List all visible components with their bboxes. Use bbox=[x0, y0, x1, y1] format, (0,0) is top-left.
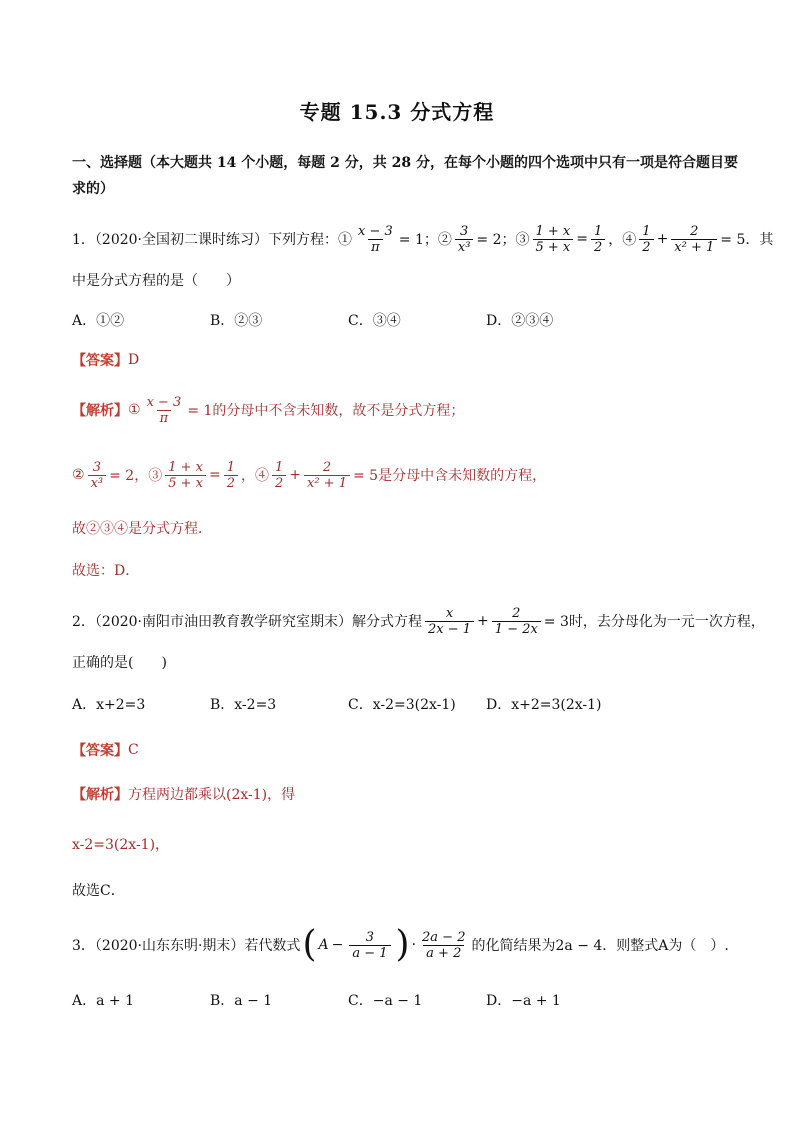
q1-analysis-text: ，④ bbox=[240, 468, 269, 484]
q2-prefix: 2．（2020·南阳市油田教育教学研究室期末）解分式方程 bbox=[72, 614, 422, 630]
q2-answer bbox=[72, 740, 139, 760]
q1-analysis-fraction: $\frac{1}{2}$ bbox=[224, 460, 238, 491]
analysis-tag: 【解析】 bbox=[72, 403, 128, 419]
q3-fraction-2: $\frac{2a - 2}{a + 2}$ bbox=[422, 929, 466, 961]
q2-option-c[interactable]: C．x-2=3(2x-1) bbox=[348, 697, 456, 713]
q2-option-d[interactable]: D．x+2=3(2x-1) bbox=[486, 697, 602, 713]
q1-fraction-1: $\frac{x - 3}{\pi}$ bbox=[358, 223, 393, 255]
q1-analysis-line2 bbox=[72, 458, 546, 492]
section-heading-line2: 求的） bbox=[72, 181, 114, 197]
analysis-tag: 【解析】 bbox=[72, 787, 128, 803]
q1-fraction-5: $\frac{1}{2}$ bbox=[639, 224, 653, 255]
q3-option-c[interactable]: C．−a − 1 bbox=[348, 993, 423, 1009]
q1-analysis-text: = 2，③ bbox=[109, 468, 163, 484]
page-title: 专题 15.3 分式方程 bbox=[299, 100, 495, 124]
q1-analysis-fraction: $\frac{x - 3}{\pi}$ bbox=[146, 394, 182, 426]
q1-analysis-fraction: $\frac{2}{\text{x² + 1}}$ bbox=[304, 460, 350, 491]
q2-fraction-1: $\frac{x}{2x - 1}$ bbox=[425, 606, 474, 637]
question-1-options bbox=[72, 310, 722, 330]
q2-analysis-line2 bbox=[72, 834, 169, 854]
q3-text: 的化简结果为2a − 4．则整式A为（ ）. bbox=[471, 938, 729, 954]
q2-text: + bbox=[477, 613, 489, 629]
question-3-stem bbox=[72, 922, 729, 968]
q1-analysis-fraction: $\frac{1}{2}$ bbox=[272, 460, 286, 491]
q2-text: = 3时，去分母化为一元一次方程， bbox=[543, 614, 765, 630]
q3-option-b[interactable]: B．a − 1 bbox=[210, 993, 273, 1009]
q1-option-d[interactable]: D．②③④ bbox=[486, 313, 554, 329]
q3-text: · bbox=[411, 937, 417, 953]
section-heading-cont bbox=[72, 178, 114, 198]
q2-option-a[interactable]: A．x+2=3 bbox=[72, 697, 146, 713]
q1-text: = 5．其 bbox=[720, 232, 774, 248]
q1-line2: 中是分式方程的是（ ） bbox=[72, 273, 240, 289]
q3-option-a[interactable]: A．a + 1 bbox=[72, 993, 134, 1009]
q1-option-b[interactable]: B．②③ bbox=[210, 313, 263, 329]
q1-fraction-4: $\frac{1}{2}$ bbox=[591, 224, 605, 255]
q1-analysis-text: ② bbox=[72, 467, 85, 483]
q2-analysis-line3 bbox=[72, 880, 125, 900]
question-2-options bbox=[72, 694, 722, 714]
q3-paren: ( bbox=[302, 924, 317, 965]
q2-analysis-text: 故选C． bbox=[72, 883, 125, 899]
q1-analysis-text: = 5是分母中含未知数的方程， bbox=[352, 468, 547, 484]
q1-analysis-fraction: $\frac{1 + x}{5 + x}$ bbox=[165, 460, 206, 491]
question-3-options bbox=[72, 990, 722, 1010]
q1-prefix: 1．（2020·全国初二课时练习）下列方程：① bbox=[72, 232, 352, 248]
q1-analysis-line1 bbox=[72, 394, 464, 426]
q3-text: A bbox=[318, 937, 329, 953]
q1-analysis-text: 故选：D． bbox=[72, 563, 140, 579]
q2-fraction-2: $\frac{2}{1 - 2x}$ bbox=[492, 606, 541, 637]
q1-analysis-text: 故②③④是分式方程． bbox=[72, 521, 212, 537]
q1-analysis-text: = bbox=[208, 467, 221, 483]
q1-analysis-line4 bbox=[72, 560, 139, 580]
q2-answer-value: C bbox=[128, 742, 139, 758]
q1-answer-value: D bbox=[128, 352, 140, 368]
q3-prefix: 3．（2020·山东东明·期末）若代数式 bbox=[72, 938, 301, 954]
q1-text: + bbox=[656, 231, 669, 247]
q1-fraction-3: $\frac{1 + x}{5 + x}$ bbox=[533, 224, 574, 255]
answer-tag: 【答案】 bbox=[72, 743, 128, 759]
q1-option-c[interactable]: C．③④ bbox=[348, 313, 401, 329]
q3-paren: ) bbox=[395, 924, 410, 965]
q1-fraction-6: $\frac{2}{\text{x² + 1}}$ bbox=[671, 224, 717, 255]
question-1-stem-line2 bbox=[72, 270, 240, 290]
answer-tag: 【答案】 bbox=[72, 353, 128, 369]
question-2-stem-line2 bbox=[72, 652, 167, 672]
q3-option-d[interactable]: D．−a + 1 bbox=[486, 993, 561, 1009]
q1-analysis-text: ① bbox=[128, 402, 141, 418]
question-2-stem bbox=[72, 604, 765, 638]
q1-analysis-text: + bbox=[289, 467, 301, 483]
q1-fraction-2: $\frac{3}{\text{x³}}$ bbox=[455, 224, 474, 255]
q3-fraction-1: $\frac{3}{a - 1}$ bbox=[349, 930, 390, 961]
q1-text: = bbox=[576, 231, 588, 247]
q2-line2: 正确的是( ) bbox=[72, 655, 167, 671]
q2-analysis-line1 bbox=[72, 784, 295, 804]
q1-analysis-line3 bbox=[72, 518, 212, 538]
q1-text: = 2；③ bbox=[476, 232, 530, 248]
q3-text: − bbox=[331, 937, 344, 953]
q1-analysis-fraction: $\frac{3}{\text{x³}}$ bbox=[88, 460, 107, 491]
question-1-stem bbox=[72, 224, 773, 254]
q1-analysis-text: = 1的分母中不含未知数，故不是分式方程； bbox=[187, 403, 465, 419]
q1-option-a[interactable]: A．①② bbox=[72, 313, 125, 329]
section-heading bbox=[72, 152, 738, 172]
q2-analysis-text: 方程两边都乘以(2x-1)，得 bbox=[128, 787, 296, 803]
q1-text: = 1；② bbox=[398, 232, 452, 248]
q2-analysis-text: x-2=3(2x-1)， bbox=[72, 837, 170, 853]
q1-text: ，④ bbox=[608, 232, 637, 248]
section-heading-line1: 一、选择题（本大题共 14 个小题，每题 2 分，共 28 分，在每个小题的四个选项中只有一项是符合题目要 bbox=[72, 155, 738, 171]
q2-option-b[interactable]: B．x-2=3 bbox=[210, 697, 277, 713]
q1-answer bbox=[72, 350, 139, 370]
